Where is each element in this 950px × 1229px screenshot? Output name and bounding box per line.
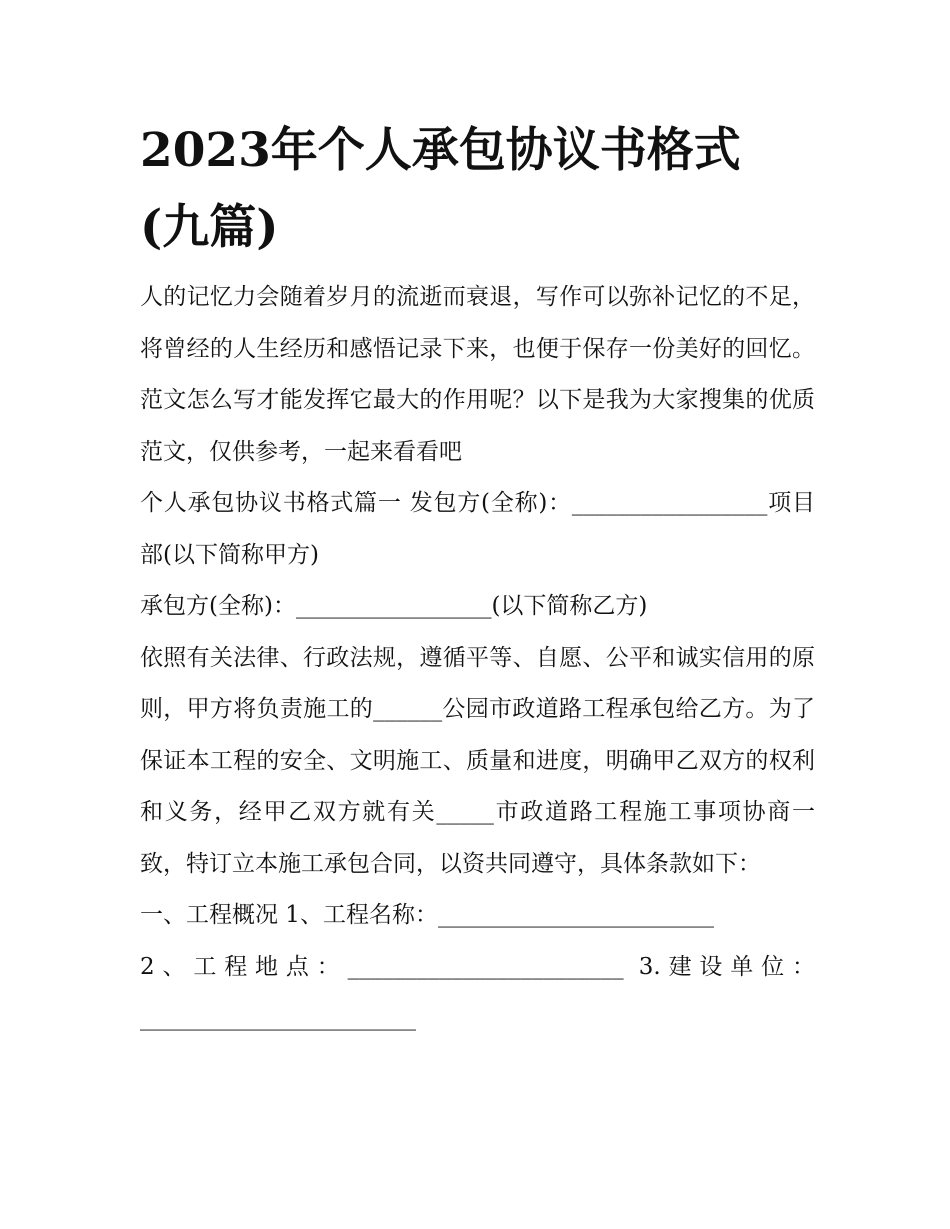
paragraph-project-location: 2、工程地点：________________________ 3.建设单位：________________________: [140, 953, 815, 1031]
title-line-2: (九篇): [140, 200, 279, 255]
paragraph-principles: 依照有关法律、行政法规，遵循平等、自愿、公平和诚实信用的原则，甲方将负责施工的______公园市政道路工程承包给乙方。为了保证本工程的安全、文明施工、质量和进度，明确甲乙双方的权利和义务，经甲乙双方就有关_____市政道路工程施工事项协商一致，特订立本施工承包合同，以资共同遵守，具体条款如下：: [140, 644, 815, 877]
paragraph-contractor: 个人承包协议书格式篇一 发包方(全称)：_________________项目部(以下简称甲方): [140, 490, 815, 568]
paragraph-contractee: 承包方(全称)：_________________(以下简称乙方): [140, 593, 648, 619]
paragraph-intro: 人的记忆力会随着岁月的流逝而衰退，写作可以弥补记忆的不足，将曾经的人生经历和感悟记录下来，也便于保存一份美好的回忆。范文怎么写才能发挥它最大的作用呢？以下是我为大家搜集的优质范文，仅供参考，一起来看看吧: [140, 284, 815, 465]
document-title: [140, 112, 815, 266]
paragraph-project-overview: 一、工程概况 1、工程名称：________________________: [140, 902, 714, 928]
title-line-1: 2023年个人承包协议书格式: [140, 123, 741, 178]
document-body: [140, 272, 815, 1045]
